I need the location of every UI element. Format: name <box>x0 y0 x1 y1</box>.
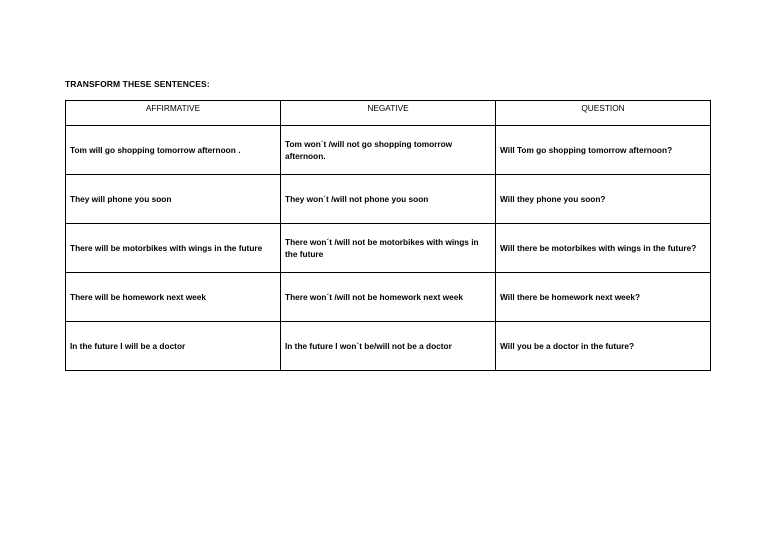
question-cell: Will you be a doctor in the future? <box>496 322 711 371</box>
question-cell: Will Tom go shopping tomorrow afternoon? <box>496 126 711 175</box>
table-row <box>66 273 711 322</box>
table-row <box>66 126 711 175</box>
header-negative <box>281 101 496 126</box>
table-row <box>66 322 711 371</box>
table-header-row <box>66 101 711 126</box>
affirmative-cell: There will be homework next week <box>66 273 281 322</box>
negative-cell: Tom won´t /will not go shopping tomorrow afternoon. <box>281 126 496 175</box>
affirmative-cell: There will be motorbikes with wings in the future <box>66 224 281 273</box>
negative-cell: They won´t /will not phone you soon <box>281 175 496 224</box>
table-row <box>66 175 711 224</box>
negative-cell: There won´t /will not be motorbikes with wings in the future <box>281 224 496 273</box>
affirmative-cell: Tom will go shopping tomorrow afternoon . <box>66 126 281 175</box>
header-affirmative <box>66 101 281 126</box>
header-question <box>496 101 711 126</box>
document-title: TRANSFORM THESE SENTENCES: <box>65 79 210 89</box>
affirmative-cell: They will phone you soon <box>66 175 281 224</box>
table-row <box>66 224 711 273</box>
question-cell: Will they phone you soon? <box>496 175 711 224</box>
header-label: AFFIRMATIVE <box>145 103 201 113</box>
header-label: NEGATIVE <box>367 103 409 113</box>
question-cell: Will there be motorbikes with wings in the future? <box>496 224 711 273</box>
negative-cell: There won´t /will not be homework next week <box>281 273 496 322</box>
header-label: QUESTION <box>581 103 625 113</box>
affirmative-cell: In the future I will be a doctor <box>66 322 281 371</box>
negative-cell: In the future I won´t be/will not be a doctor <box>281 322 496 371</box>
sentence-table <box>65 100 711 371</box>
question-cell: Will there be homework next week? <box>496 273 711 322</box>
